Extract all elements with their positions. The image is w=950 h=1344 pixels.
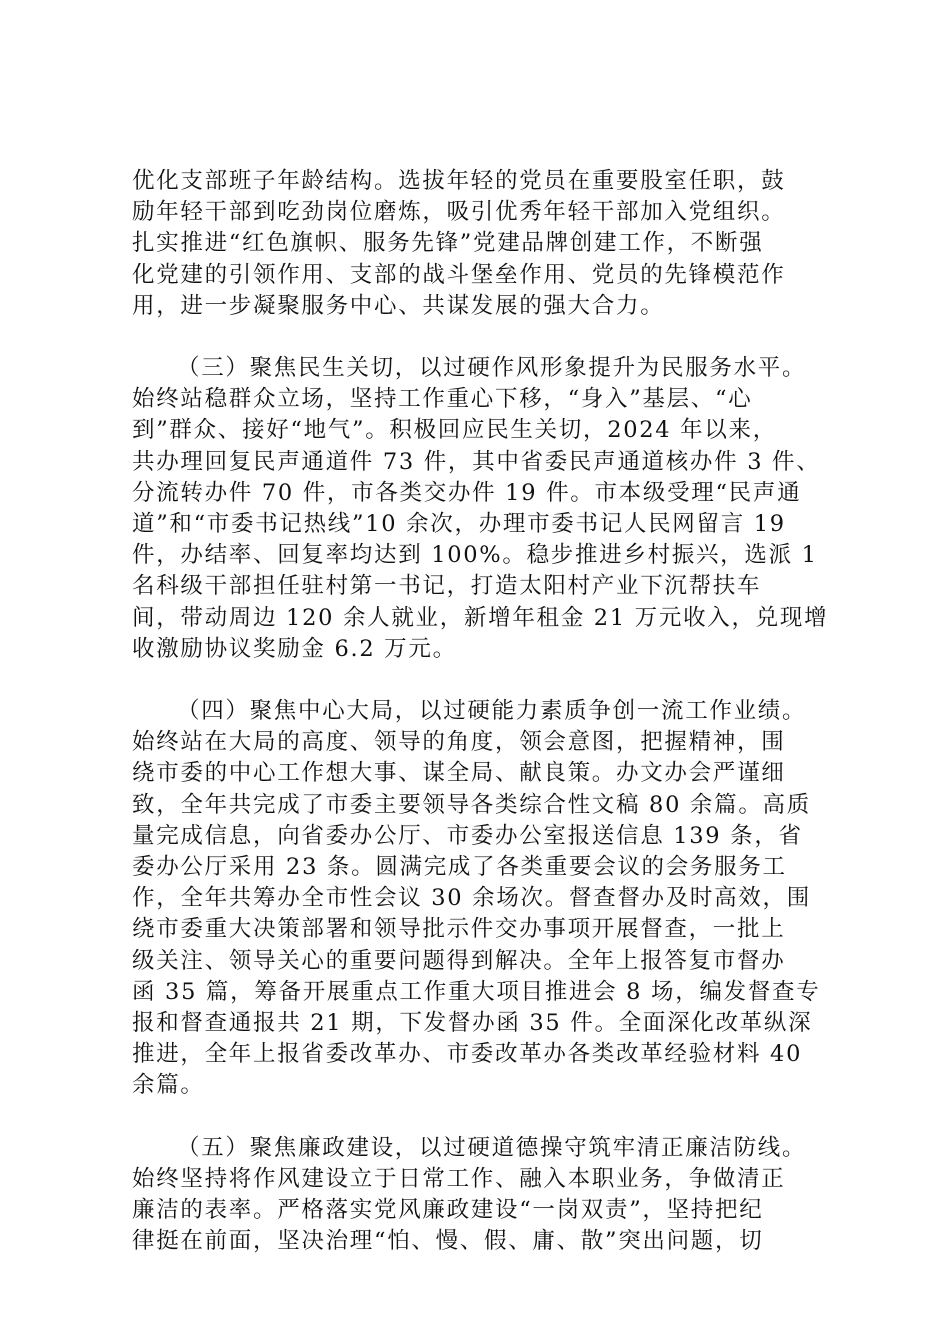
- section-heading-4: （四）聚焦中心大局，以过硬能力素质争创一流工作业绩。: [177, 698, 807, 725]
- text-line: 廉洁的表率。严格落实党风廉政建设“一岗双责”，坚持把纪: [132, 1197, 764, 1224]
- text-line: 始终坚持将作风建设立于日常工作、融入本职业务，争做清正: [132, 1165, 786, 1192]
- text-line: 间，带动周边 120 余人就业，新增年租金 21 万元收入，兑现增: [132, 604, 829, 631]
- text-line: 委办公厅采用 23 条。圆满完成了各类重要会议的会务服务工: [132, 854, 787, 881]
- text-line: 报和督查通报共 21 期，下发督办函 35 件。全面深化改革纵深: [132, 1010, 813, 1037]
- text-line: 推进，全年上报省委改革办、市委改革办各类改革经验材料 40: [132, 1041, 803, 1068]
- paragraph-party-building: [132, 166, 830, 322]
- text-line: 始终站稳群众立场，坚持工作重心下移，“身入”基层、“心: [132, 386, 753, 413]
- text-line: 始终站在大局的高度、领导的角度，领会意图，把握精神，围: [132, 729, 786, 756]
- text-line: 分流转办件 70 件，市各类交办件 19 件。市本级受理“民声通: [132, 479, 802, 506]
- text-line: 化党建的引领作用、支部的战斗堡垒作用、党员的先锋模范作: [132, 261, 786, 288]
- text-line: 励年轻干部到吃劲岗位磨炼，吸引优秀年轻干部加入党组织。: [132, 199, 786, 226]
- text-line: 量完成信息，向省委办公厅、市委办公室报送信息 139 条，省: [132, 822, 803, 849]
- text-line: 扎实推进“红色旗帜、服务先锋”党建品牌创建工作，不断强: [132, 230, 764, 257]
- text-line: 绕市委重大决策部署和领导批示件交办事项开展督查，一批上: [132, 916, 786, 943]
- text-line: 用，进一步凝聚服务中心、共谋发展的强大合力。: [132, 292, 665, 319]
- text-line: 到”群众、接好“地气”。积极回应民生关切，2024 年以来，: [132, 417, 777, 444]
- text-line: 余篇。: [132, 1072, 205, 1099]
- text-line: 绕市委的中心工作想大事、谋全局、献良策。办文办会严谨细: [132, 760, 786, 787]
- text-line: 共办理回复民声通道件 73 件，其中省委民声通道核办件 3 件、: [132, 448, 821, 475]
- text-line: 道”和“市委书记热线”10 余次，办理市委书记人民网留言 19: [132, 511, 786, 538]
- section-heading-3: （三）聚焦民生关切，以过硬作风形象提升为民服务水平。: [177, 355, 807, 382]
- text-line: 作，全年共筹办全市性会议 30 余场次。督查督办及时高效，围: [132, 885, 811, 912]
- text-line: 律挺在前面，坚决治理“怕、慢、假、庸、散”突出问题，切: [132, 1228, 764, 1255]
- text-line: 名科级干部担任驻村第一书记，打造太阳村产业下沉帮扶车: [132, 573, 762, 600]
- text-line: 函 35 篇，筹备开展重点工作重大项目推进会 8 场，编发督查专: [132, 978, 821, 1005]
- text-line: 收激励协议奖励金 6.2 万元。: [132, 635, 457, 662]
- paragraph-integrity: [132, 1133, 830, 1258]
- document-page: [132, 166, 830, 1289]
- text-line: 优化支部班子年龄结构。选拔年轻的党员在重要股室任职，鼓: [132, 168, 786, 194]
- text-line: 级关注、领导关心的重要问题得到解决。全年上报答复市督办: [132, 947, 786, 974]
- paragraph-overall-situation: [132, 696, 830, 1102]
- paragraph-livelihood: [132, 353, 830, 665]
- text-line: 件，办结率、回复率均达到 100%。稳步推进乡村振兴，选派 1: [132, 542, 818, 569]
- text-line: 致，全年共完成了市委主要领导各类综合性文稿 80 余篇。高质: [132, 791, 811, 818]
- section-heading-5: （五）聚焦廉政建设，以过硬道德操守筑牢清正廉洁防线。: [177, 1134, 807, 1161]
